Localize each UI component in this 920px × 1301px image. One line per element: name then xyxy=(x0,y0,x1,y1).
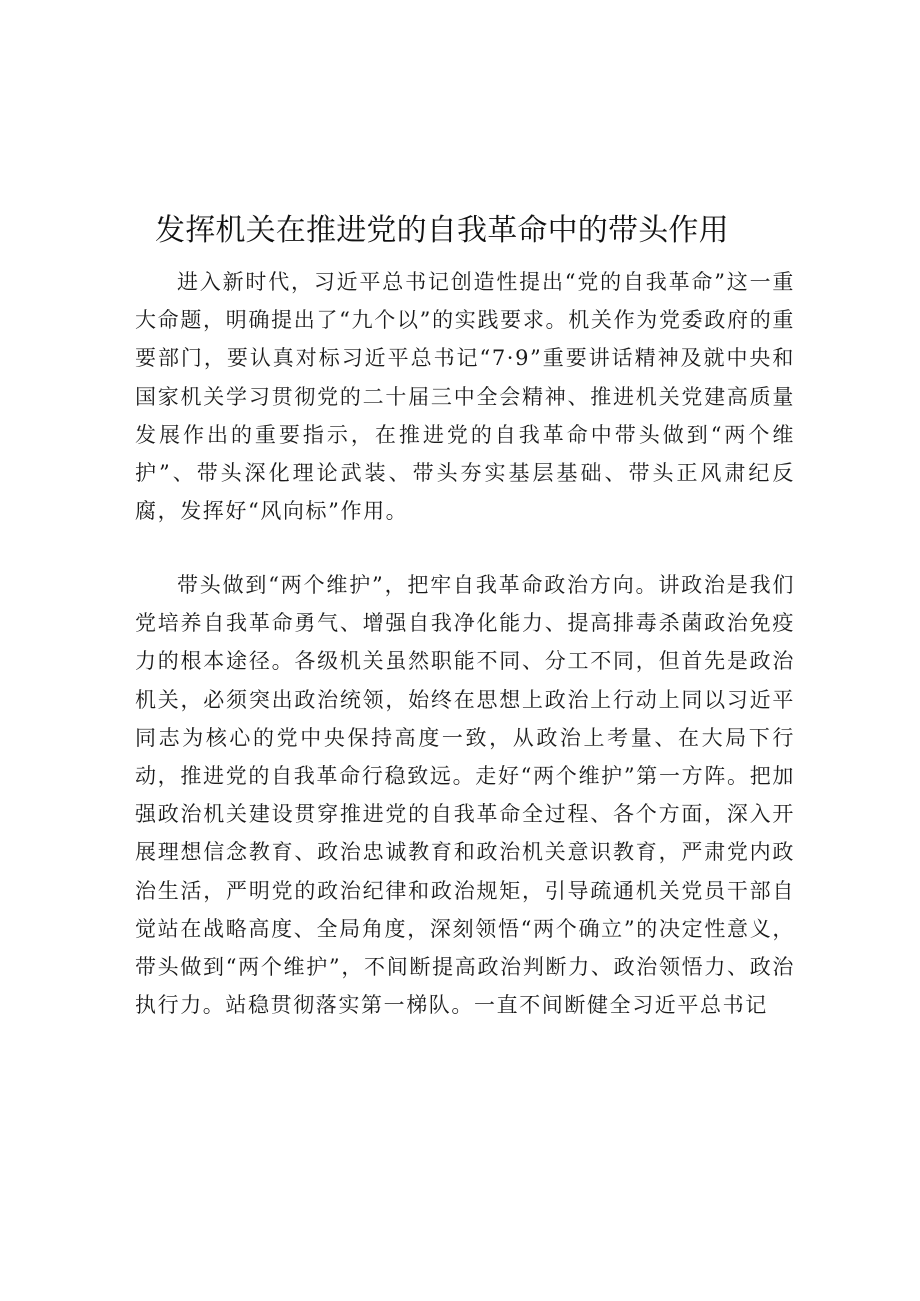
document-title: 发挥机关在推进党的自我革命中的带头作用 xyxy=(155,213,729,248)
body-paragraph: 进入新时代，习近平总书记创造性提出“党的自我革命”这一重大命题，明确提出了“九个以”的实践要求。机关作为党委政府的重要部门，要认真对标习近平总书记“7·9”重要讲话精神及就中央和国家机关学习贯彻党的二十届三中全会精神、推进机关党建高质量发展作出的重要指示，在推进党的自我革命中带头做到“两个维护”、带头深化理论武装、带头夯实基层基础、带头正风肃纪反腐，发挥好“风向标”作用。 xyxy=(135,270,795,524)
body-paragraph: 带头做到“两个维护”，把牢自我革命政治方向。讲政治是我们党培养自我革命勇气、增强自我净化能力、提高排毒杀菌政治免疫力的根本途径。各级机关虽然职能不同、分工不同，但首先是政治机关，必须突出政治统领，始终在思想上政治上行动上同以习近平同志为核心的党中央保持高度一致，从政治上考量、在大局下行动，推进党的自我革命行稳致远。走好“两个维护”第一方阵。把加强政治机关建设贯穿推进党的自我革命全过程、各个方面，深入开展理想信念教育、政治忠诚教育和政治机关意识教育，严肃党内政治生活，严明党的政治纪律和政治规矩，引导疏通机关党员干部自觉站在战略高度、全局角度，深刻领悟“两个确立”的决定性意义，带头做到“两个维护”，不间断提高政治判断力、政治领悟力、政治执行力。站稳贯彻落实第一梯队。一直不间断健全习近平总书记 xyxy=(135,573,795,1018)
